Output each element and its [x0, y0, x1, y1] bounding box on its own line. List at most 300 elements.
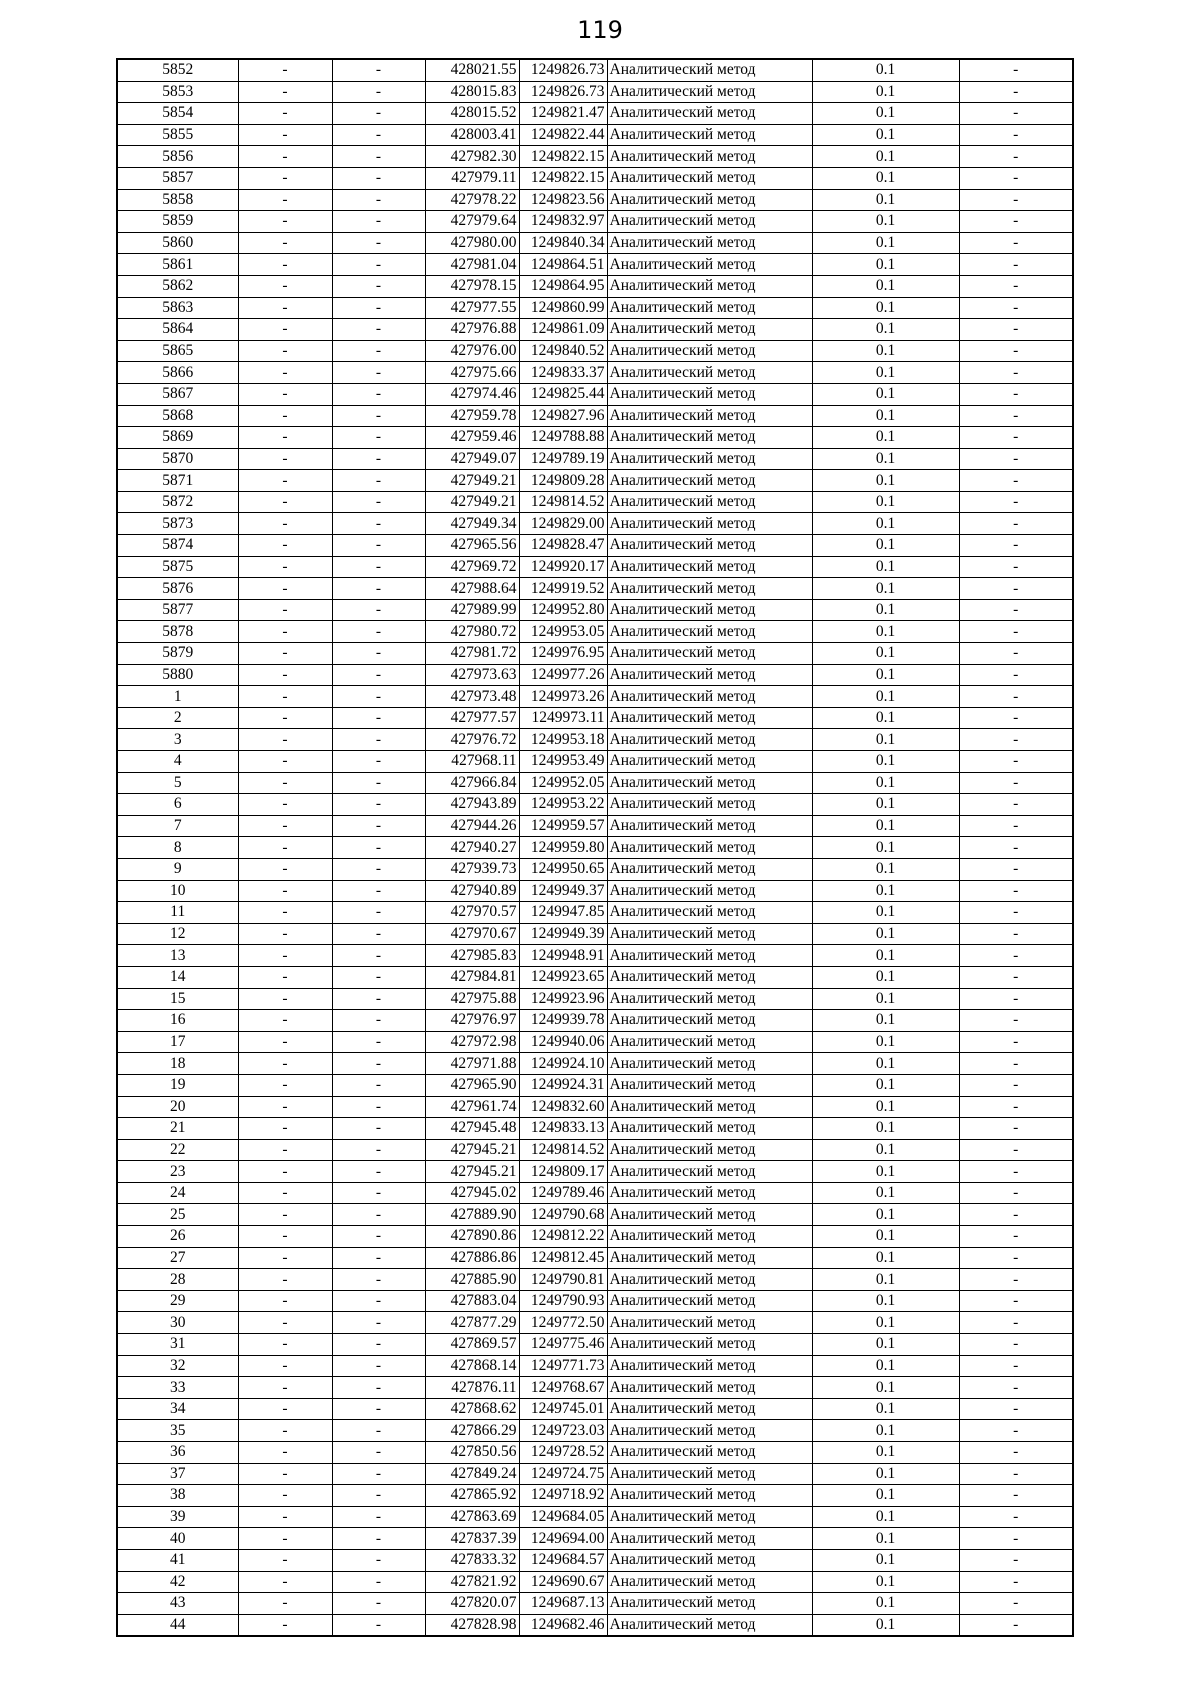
table-row: [117, 1334, 1073, 1356]
cell-empty-col-1: -: [238, 167, 332, 189]
cell-empty-col-1: -: [238, 664, 332, 686]
cell-x-coordinate: 427890.86: [425, 1226, 519, 1248]
cell-empty-col-1: -: [238, 319, 332, 341]
cell-x-coordinate: 427970.57: [425, 902, 519, 924]
cell-empty-col-2: -: [332, 103, 425, 125]
cell-method: Аналитический метод: [607, 664, 812, 686]
cell-x-coordinate: 427973.48: [425, 686, 519, 708]
cell-y-coordinate: 1249832.97: [519, 211, 607, 233]
cell-y-coordinate: 1249812.22: [519, 1226, 607, 1248]
cell-empty-col-1: -: [238, 470, 332, 492]
cell-point-number: 5854: [117, 103, 238, 125]
cell-method: Аналитический метод: [607, 966, 812, 988]
cell-point-number: 31: [117, 1334, 238, 1356]
cell-y-coordinate: 1249790.68: [519, 1204, 607, 1226]
cell-y-coordinate: 1249949.39: [519, 923, 607, 945]
cell-empty-col-3: -: [959, 772, 1073, 794]
cell-method: Аналитический метод: [607, 815, 812, 837]
cell-empty-col-2: -: [332, 59, 425, 81]
cell-accuracy: 0.1: [812, 772, 959, 794]
cell-point-number: 38: [117, 1485, 238, 1507]
cell-empty-col-3: -: [959, 815, 1073, 837]
cell-method: Аналитический метод: [607, 1118, 812, 1140]
table-row: [117, 794, 1073, 816]
cell-empty-col-3: -: [959, 902, 1073, 924]
cell-x-coordinate: 427988.64: [425, 578, 519, 600]
cell-empty-col-1: -: [238, 1420, 332, 1442]
table-row: [117, 146, 1073, 168]
cell-empty-col-3: -: [959, 1010, 1073, 1032]
cell-empty-col-3: -: [959, 1442, 1073, 1464]
cell-accuracy: 0.1: [812, 1420, 959, 1442]
table-row: [117, 1571, 1073, 1593]
cell-accuracy: 0.1: [812, 664, 959, 686]
cell-empty-col-3: -: [959, 275, 1073, 297]
cell-empty-col-1: -: [238, 1074, 332, 1096]
cell-y-coordinate: 1249973.11: [519, 707, 607, 729]
cell-point-number: 9: [117, 858, 238, 880]
cell-empty-col-2: -: [332, 966, 425, 988]
cell-accuracy: 0.1: [812, 1355, 959, 1377]
cell-empty-col-3: -: [959, 232, 1073, 254]
cell-empty-col-1: -: [238, 275, 332, 297]
cell-y-coordinate: 1249952.05: [519, 772, 607, 794]
cell-method: Аналитический метод: [607, 1593, 812, 1615]
cell-y-coordinate: 1249840.52: [519, 340, 607, 362]
cell-y-coordinate: 1249684.05: [519, 1506, 607, 1528]
table-row: [117, 945, 1073, 967]
cell-point-number: 24: [117, 1182, 238, 1204]
cell-empty-col-3: -: [959, 1593, 1073, 1615]
cell-empty-col-1: -: [238, 729, 332, 751]
cell-accuracy: 0.1: [812, 1614, 959, 1636]
cell-point-number: 42: [117, 1571, 238, 1593]
cell-accuracy: 0.1: [812, 1463, 959, 1485]
cell-empty-col-1: -: [238, 858, 332, 880]
cell-empty-col-1: -: [238, 1247, 332, 1269]
cell-empty-col-3: -: [959, 664, 1073, 686]
cell-x-coordinate: 427849.24: [425, 1463, 519, 1485]
cell-empty-col-3: -: [959, 448, 1073, 470]
cell-x-coordinate: 427940.89: [425, 880, 519, 902]
cell-y-coordinate: 1249860.99: [519, 297, 607, 319]
cell-empty-col-1: -: [238, 966, 332, 988]
table-row: [117, 167, 1073, 189]
cell-empty-col-1: -: [238, 1290, 332, 1312]
cell-point-number: 28: [117, 1269, 238, 1291]
cell-point-number: 40: [117, 1528, 238, 1550]
cell-y-coordinate: 1249924.10: [519, 1053, 607, 1075]
cell-empty-col-2: -: [332, 1528, 425, 1550]
cell-empty-col-2: -: [332, 427, 425, 449]
table-row: [117, 513, 1073, 535]
cell-empty-col-2: -: [332, 1269, 425, 1291]
cell-empty-col-2: -: [332, 535, 425, 557]
cell-empty-col-3: -: [959, 1571, 1073, 1593]
table-row: [117, 772, 1073, 794]
cell-empty-col-3: -: [959, 1269, 1073, 1291]
cell-method: Аналитический метод: [607, 1074, 812, 1096]
cell-accuracy: 0.1: [812, 880, 959, 902]
cell-accuracy: 0.1: [812, 1312, 959, 1334]
page-number: 119: [577, 16, 623, 44]
cell-empty-col-1: -: [238, 837, 332, 859]
cell-method: Аналитический метод: [607, 1204, 812, 1226]
cell-accuracy: 0.1: [812, 1290, 959, 1312]
cell-point-number: 43: [117, 1593, 238, 1615]
cell-empty-col-2: -: [332, 1355, 425, 1377]
cell-empty-col-3: -: [959, 491, 1073, 513]
table-row: [117, 470, 1073, 492]
cell-empty-col-1: -: [238, 254, 332, 276]
cell-method: Аналитический метод: [607, 1290, 812, 1312]
cell-empty-col-1: -: [238, 59, 332, 81]
cell-method: Аналитический метод: [607, 232, 812, 254]
cell-empty-col-1: -: [238, 988, 332, 1010]
cell-y-coordinate: 1249812.45: [519, 1247, 607, 1269]
cell-method: Аналитический метод: [607, 1420, 812, 1442]
cell-empty-col-3: -: [959, 362, 1073, 384]
cell-empty-col-3: -: [959, 103, 1073, 125]
table-row: [117, 1010, 1073, 1032]
cell-x-coordinate: 427965.90: [425, 1074, 519, 1096]
cell-x-coordinate: 427969.72: [425, 556, 519, 578]
cell-empty-col-2: -: [332, 880, 425, 902]
cell-y-coordinate: 1249828.47: [519, 535, 607, 557]
cell-method: Аналитический метод: [607, 297, 812, 319]
cell-empty-col-2: -: [332, 643, 425, 665]
cell-empty-col-3: -: [959, 1398, 1073, 1420]
cell-empty-col-2: -: [332, 254, 425, 276]
cell-point-number: 5856: [117, 146, 238, 168]
cell-empty-col-3: -: [959, 578, 1073, 600]
cell-y-coordinate: 1249864.51: [519, 254, 607, 276]
cell-accuracy: 0.1: [812, 1506, 959, 1528]
cell-point-number: 5861: [117, 254, 238, 276]
cell-y-coordinate: 1249690.67: [519, 1571, 607, 1593]
cell-point-number: 10: [117, 880, 238, 902]
cell-point-number: 41: [117, 1549, 238, 1571]
table-row: [117, 1247, 1073, 1269]
cell-empty-col-3: -: [959, 599, 1073, 621]
cell-point-number: 20: [117, 1096, 238, 1118]
cell-y-coordinate: 1249772.50: [519, 1312, 607, 1334]
cell-empty-col-3: -: [959, 1549, 1073, 1571]
cell-empty-col-2: -: [332, 815, 425, 837]
table-row: [117, 1377, 1073, 1399]
cell-accuracy: 0.1: [812, 1053, 959, 1075]
cell-x-coordinate: 427985.83: [425, 945, 519, 967]
cell-y-coordinate: 1249948.91: [519, 945, 607, 967]
table-row: [117, 815, 1073, 837]
cell-y-coordinate: 1249832.60: [519, 1096, 607, 1118]
cell-method: Аналитический метод: [607, 1377, 812, 1399]
cell-empty-col-1: -: [238, 751, 332, 773]
cell-x-coordinate: 427889.90: [425, 1204, 519, 1226]
cell-empty-col-1: -: [238, 189, 332, 211]
cell-method: Аналитический метод: [607, 1571, 812, 1593]
cell-method: Аналитический метод: [607, 1549, 812, 1571]
cell-empty-col-1: -: [238, 1549, 332, 1571]
cell-x-coordinate: 427863.69: [425, 1506, 519, 1528]
cell-x-coordinate: 427984.81: [425, 966, 519, 988]
cell-empty-col-2: -: [332, 1226, 425, 1248]
cell-y-coordinate: 1249920.17: [519, 556, 607, 578]
cell-empty-col-1: -: [238, 1161, 332, 1183]
cell-accuracy: 0.1: [812, 815, 959, 837]
cell-method: Аналитический метод: [607, 1010, 812, 1032]
cell-accuracy: 0.1: [812, 362, 959, 384]
cell-y-coordinate: 1249826.73: [519, 59, 607, 81]
cell-accuracy: 0.1: [812, 1528, 959, 1550]
table-row: [117, 1290, 1073, 1312]
cell-y-coordinate: 1249825.44: [519, 383, 607, 405]
cell-accuracy: 0.1: [812, 902, 959, 924]
cell-empty-col-1: -: [238, 556, 332, 578]
table-row: [117, 535, 1073, 557]
cell-empty-col-3: -: [959, 167, 1073, 189]
cell-point-number: 6: [117, 794, 238, 816]
cell-empty-col-2: -: [332, 686, 425, 708]
cell-empty-col-3: -: [959, 1290, 1073, 1312]
cell-point-number: 5853: [117, 81, 238, 103]
table-row: [117, 1139, 1073, 1161]
cell-accuracy: 0.1: [812, 275, 959, 297]
cell-empty-col-1: -: [238, 405, 332, 427]
table-row: [117, 1485, 1073, 1507]
cell-empty-col-3: -: [959, 837, 1073, 859]
cell-point-number: 5864: [117, 319, 238, 341]
cell-method: Аналитический метод: [607, 1312, 812, 1334]
cell-empty-col-1: -: [238, 880, 332, 902]
cell-empty-col-1: -: [238, 1593, 332, 1615]
cell-point-number: 5: [117, 772, 238, 794]
cell-empty-col-1: -: [238, 1031, 332, 1053]
cell-empty-col-1: -: [238, 945, 332, 967]
table-row: [117, 880, 1073, 902]
cell-x-coordinate: 428021.55: [425, 59, 519, 81]
cell-empty-col-3: -: [959, 254, 1073, 276]
table-body: [117, 59, 1073, 1636]
cell-method: Аналитический метод: [607, 1528, 812, 1550]
table-row: [117, 448, 1073, 470]
cell-empty-col-2: -: [332, 1096, 425, 1118]
cell-accuracy: 0.1: [812, 319, 959, 341]
cell-empty-col-3: -: [959, 643, 1073, 665]
cell-point-number: 4: [117, 751, 238, 773]
cell-empty-col-1: -: [238, 1528, 332, 1550]
cell-y-coordinate: 1249940.06: [519, 1031, 607, 1053]
cell-y-coordinate: 1249821.47: [519, 103, 607, 125]
cell-empty-col-1: -: [238, 1226, 332, 1248]
cell-y-coordinate: 1249829.00: [519, 513, 607, 535]
cell-x-coordinate: 427949.34: [425, 513, 519, 535]
cell-accuracy: 0.1: [812, 1161, 959, 1183]
cell-empty-col-1: -: [238, 1614, 332, 1636]
cell-empty-col-3: -: [959, 319, 1073, 341]
cell-y-coordinate: 1249684.57: [519, 1549, 607, 1571]
cell-point-number: 19: [117, 1074, 238, 1096]
cell-accuracy: 0.1: [812, 858, 959, 880]
cell-method: Аналитический метод: [607, 772, 812, 794]
cell-y-coordinate: 1249724.75: [519, 1463, 607, 1485]
cell-x-coordinate: 427943.89: [425, 794, 519, 816]
cell-y-coordinate: 1249788.88: [519, 427, 607, 449]
cell-empty-col-2: -: [332, 1118, 425, 1140]
cell-accuracy: 0.1: [812, 448, 959, 470]
table-row: [117, 1442, 1073, 1464]
cell-y-coordinate: 1249924.31: [519, 1074, 607, 1096]
cell-y-coordinate: 1249864.95: [519, 275, 607, 297]
cell-empty-col-1: -: [238, 1269, 332, 1291]
cell-point-number: 5873: [117, 513, 238, 535]
cell-point-number: 32: [117, 1355, 238, 1377]
cell-empty-col-3: -: [959, 923, 1073, 945]
cell-empty-col-1: -: [238, 1010, 332, 1032]
cell-empty-col-1: -: [238, 362, 332, 384]
table-row: [117, 232, 1073, 254]
table-row: [117, 1614, 1073, 1636]
cell-empty-col-1: -: [238, 1118, 332, 1140]
cell-empty-col-2: -: [332, 448, 425, 470]
cell-point-number: 5858: [117, 189, 238, 211]
cell-accuracy: 0.1: [812, 1096, 959, 1118]
cell-method: Аналитический метод: [607, 1053, 812, 1075]
cell-method: Аналитический метод: [607, 1269, 812, 1291]
cell-empty-col-2: -: [332, 1074, 425, 1096]
cell-accuracy: 0.1: [812, 707, 959, 729]
cell-method: Аналитический метод: [607, 686, 812, 708]
cell-empty-col-2: -: [332, 923, 425, 945]
cell-x-coordinate: 427966.84: [425, 772, 519, 794]
cell-x-coordinate: 427821.92: [425, 1571, 519, 1593]
cell-accuracy: 0.1: [812, 146, 959, 168]
cell-empty-col-3: -: [959, 1355, 1073, 1377]
cell-accuracy: 0.1: [812, 1442, 959, 1464]
cell-empty-col-1: -: [238, 81, 332, 103]
table-row: [117, 124, 1073, 146]
cell-y-coordinate: 1249939.78: [519, 1010, 607, 1032]
cell-point-number: 5874: [117, 535, 238, 557]
cell-y-coordinate: 1249745.01: [519, 1398, 607, 1420]
cell-method: Аналитический метод: [607, 621, 812, 643]
cell-empty-col-1: -: [238, 1139, 332, 1161]
cell-y-coordinate: 1249953.05: [519, 621, 607, 643]
cell-accuracy: 0.1: [812, 1549, 959, 1571]
cell-point-number: 14: [117, 966, 238, 988]
cell-y-coordinate: 1249728.52: [519, 1442, 607, 1464]
cell-y-coordinate: 1249822.44: [519, 124, 607, 146]
cell-empty-col-3: -: [959, 966, 1073, 988]
cell-accuracy: 0.1: [812, 1247, 959, 1269]
cell-x-coordinate: 427961.74: [425, 1096, 519, 1118]
cell-point-number: 2: [117, 707, 238, 729]
cell-empty-col-2: -: [332, 1139, 425, 1161]
cell-empty-col-2: -: [332, 1420, 425, 1442]
cell-x-coordinate: 427972.98: [425, 1031, 519, 1053]
cell-method: Аналитический метод: [607, 880, 812, 902]
cell-point-number: 33: [117, 1377, 238, 1399]
cell-empty-col-2: -: [332, 578, 425, 600]
cell-method: Аналитический метод: [607, 383, 812, 405]
cell-empty-col-3: -: [959, 1485, 1073, 1507]
cell-accuracy: 0.1: [812, 491, 959, 513]
cell-point-number: 22: [117, 1139, 238, 1161]
cell-method: Аналитический метод: [607, 362, 812, 384]
cell-empty-col-3: -: [959, 1139, 1073, 1161]
cell-y-coordinate: 1249768.67: [519, 1377, 607, 1399]
cell-y-coordinate: 1249973.26: [519, 686, 607, 708]
table-row: [117, 383, 1073, 405]
table-row: [117, 966, 1073, 988]
cell-empty-col-1: -: [238, 1377, 332, 1399]
cell-accuracy: 0.1: [812, 1226, 959, 1248]
cell-point-number: 5866: [117, 362, 238, 384]
cell-point-number: 36: [117, 1442, 238, 1464]
cell-x-coordinate: 427959.78: [425, 405, 519, 427]
table-row: [117, 1506, 1073, 1528]
cell-empty-col-3: -: [959, 729, 1073, 751]
cell-method: Аналитический метод: [607, 1031, 812, 1053]
cell-method: Аналитический метод: [607, 1355, 812, 1377]
cell-empty-col-2: -: [332, 1549, 425, 1571]
cell-empty-col-2: -: [332, 232, 425, 254]
cell-point-number: 5869: [117, 427, 238, 449]
table-row: [117, 1031, 1073, 1053]
cell-empty-col-2: -: [332, 275, 425, 297]
cell-point-number: 29: [117, 1290, 238, 1312]
cell-accuracy: 0.1: [812, 556, 959, 578]
cell-y-coordinate: 1249976.95: [519, 643, 607, 665]
cell-point-number: 35: [117, 1420, 238, 1442]
cell-empty-col-1: -: [238, 1355, 332, 1377]
cell-x-coordinate: 427977.55: [425, 297, 519, 319]
cell-empty-col-1: -: [238, 1398, 332, 1420]
cell-x-coordinate: 427949.07: [425, 448, 519, 470]
cell-empty-col-2: -: [332, 297, 425, 319]
cell-empty-col-1: -: [238, 772, 332, 794]
cell-point-number: 26: [117, 1226, 238, 1248]
table-row: [117, 729, 1073, 751]
cell-method: Аналитический метод: [607, 1247, 812, 1269]
cell-accuracy: 0.1: [812, 988, 959, 1010]
table-row: [117, 1096, 1073, 1118]
cell-empty-col-2: -: [332, 340, 425, 362]
cell-point-number: 5876: [117, 578, 238, 600]
cell-empty-col-2: -: [332, 945, 425, 967]
cell-empty-col-3: -: [959, 1118, 1073, 1140]
table-row: [117, 275, 1073, 297]
cell-empty-col-2: -: [332, 1290, 425, 1312]
cell-point-number: 5879: [117, 643, 238, 665]
cell-empty-col-3: -: [959, 1312, 1073, 1334]
cell-point-number: 15: [117, 988, 238, 1010]
cell-empty-col-3: -: [959, 124, 1073, 146]
cell-method: Аналитический метод: [607, 254, 812, 276]
cell-empty-col-1: -: [238, 535, 332, 557]
cell-empty-col-2: -: [332, 1161, 425, 1183]
table-row: [117, 1161, 1073, 1183]
cell-method: Аналитический метод: [607, 81, 812, 103]
cell-empty-col-2: -: [332, 124, 425, 146]
cell-method: Аналитический метод: [607, 1506, 812, 1528]
cell-y-coordinate: 1249919.52: [519, 578, 607, 600]
cell-accuracy: 0.1: [812, 794, 959, 816]
cell-empty-col-1: -: [238, 427, 332, 449]
table-row: [117, 1118, 1073, 1140]
cell-y-coordinate: 1249823.56: [519, 189, 607, 211]
cell-x-coordinate: 427976.88: [425, 319, 519, 341]
